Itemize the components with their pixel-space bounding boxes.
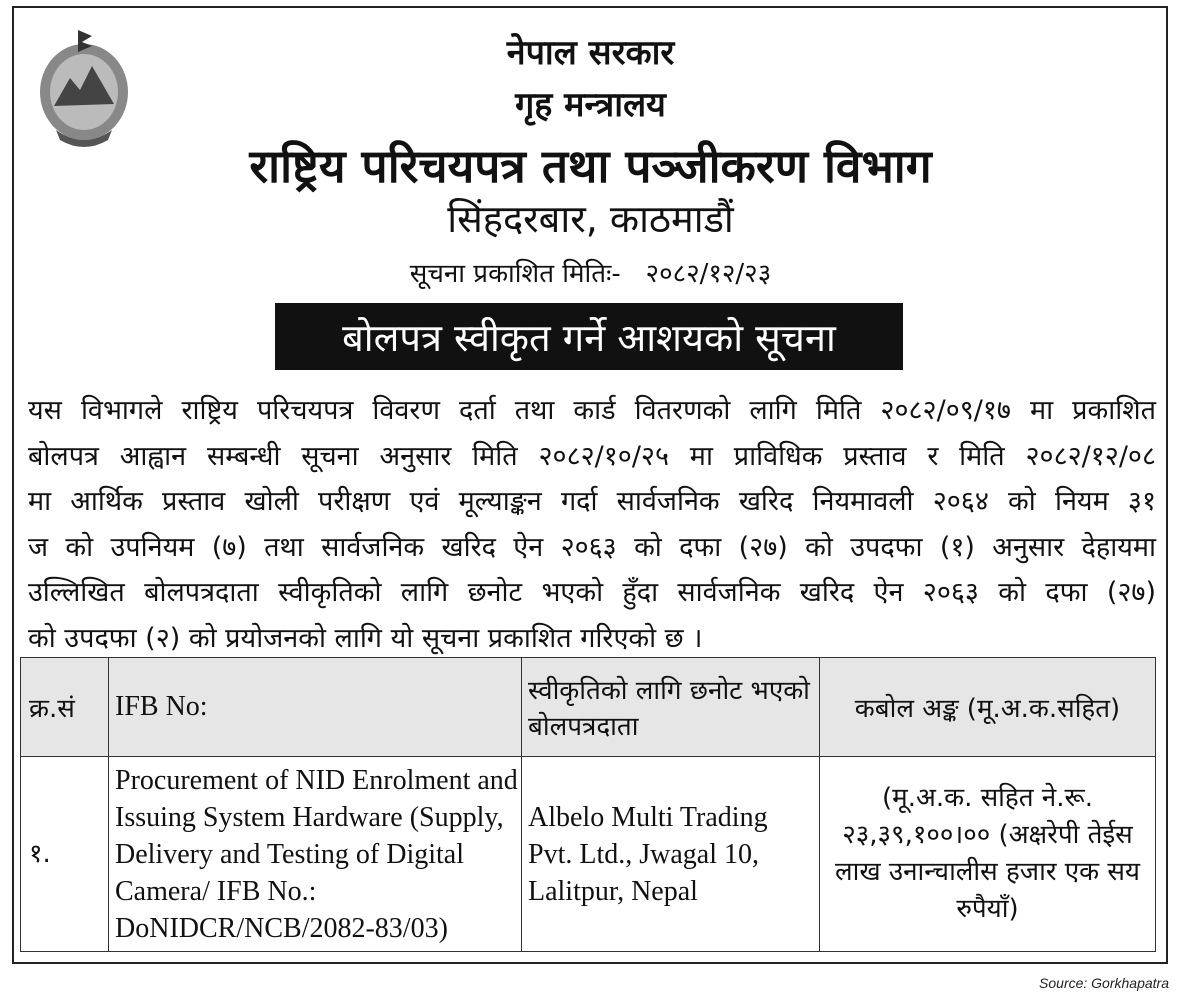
header-amount: कबोल अङ्क (मू.अ.क.सहित) (820, 658, 1156, 757)
cell-bidder: Albelo Multi Trading Pvt. Ltd., Jwagal 10, Lalitpur, Nepal (522, 757, 820, 952)
notice-title: बोलपत्र स्वीकृत गर्ने आशयको सूचना (275, 303, 903, 370)
published-date: २०८२/१२/२३ (645, 259, 772, 289)
table-row (21, 757, 1156, 952)
published-label: सूचना प्रकाशित मितिः- (409, 259, 621, 289)
header-ministry: गृह मन्त्रालय (515, 85, 666, 125)
cell-sn: १. (21, 757, 109, 952)
table-header-row (21, 658, 1156, 757)
header-department: राष्ट्रिय परिचयपत्र तथा पञ्जीकरण विभाग (249, 139, 932, 193)
paragraph-line: को उपदफा (२) को प्रयोजनको लागि यो सूचना प्रकाशित गरिएको छ । (28, 622, 703, 654)
bidder-table (20, 657, 1156, 952)
paragraph-line: बोलपत्र आह्वान सम्बन्धी सूचना अनुसार मिति २०८२/१०/२५ मा प्राविधिक प्रस्ताव र मिति २०८२/१२/०८ (28, 440, 1156, 472)
source-credit: Source: Gorkhapatra (1039, 975, 1169, 991)
header-location: सिंहदरबार, काठमाडौं (447, 197, 734, 241)
paragraph-line: ज को उपनियम (७) तथा सार्वजनिक खरिद ऐन २०६३ को दफा (२७) को उपदफा (१) अनुसार देहायमा (28, 531, 1156, 563)
paragraph-line: मा आर्थिक प्रस्ताव खोली परीक्षण एवं मूल्याङ्कन गर्दा सार्वजनिक खरिद नियमावली २०६४ को नियम ३१ (28, 486, 1156, 517)
cell-amount: (मू.अ.क. सहित ने.रू. २३,३९,१००।०० (अक्षरेपी तेईस लाख उनान्चालीस हजार एक सय रुपैयाँ) (820, 757, 1156, 952)
cell-ifb: Procurement of NID Enrolment and Issuing System Hardware (Supply, Delivery and Testing of Digital Camera/ IFB No.: DoNIDCR/NCB/2082-83/03) (109, 757, 522, 952)
header-ifb: IFB No: (109, 658, 522, 757)
paragraph-line: यस विभागले राष्ट्रिय परिचयपत्र विवरण दर्ता तथा कार्ड वितरणको लागि मिति २०८२/०९/१७ मा प्रकाशित (28, 395, 1156, 426)
notice-paragraph (28, 388, 1156, 661)
header-government: नेपाल सरकार (506, 33, 675, 73)
header-sn: क्र.सं (21, 658, 109, 757)
paragraph-line: उल्लिखित बोलपत्रदाता स्वीकृतिको लागि छनोट भएको हुँदा सार्वजनिक खरिद ऐन २०६३ को दफा (२७) (28, 577, 1156, 608)
published-date-line (0, 254, 1181, 290)
header-bidder: स्वीकृतिको लागि छनोट भएको बोलपत्रदाता (522, 658, 820, 757)
